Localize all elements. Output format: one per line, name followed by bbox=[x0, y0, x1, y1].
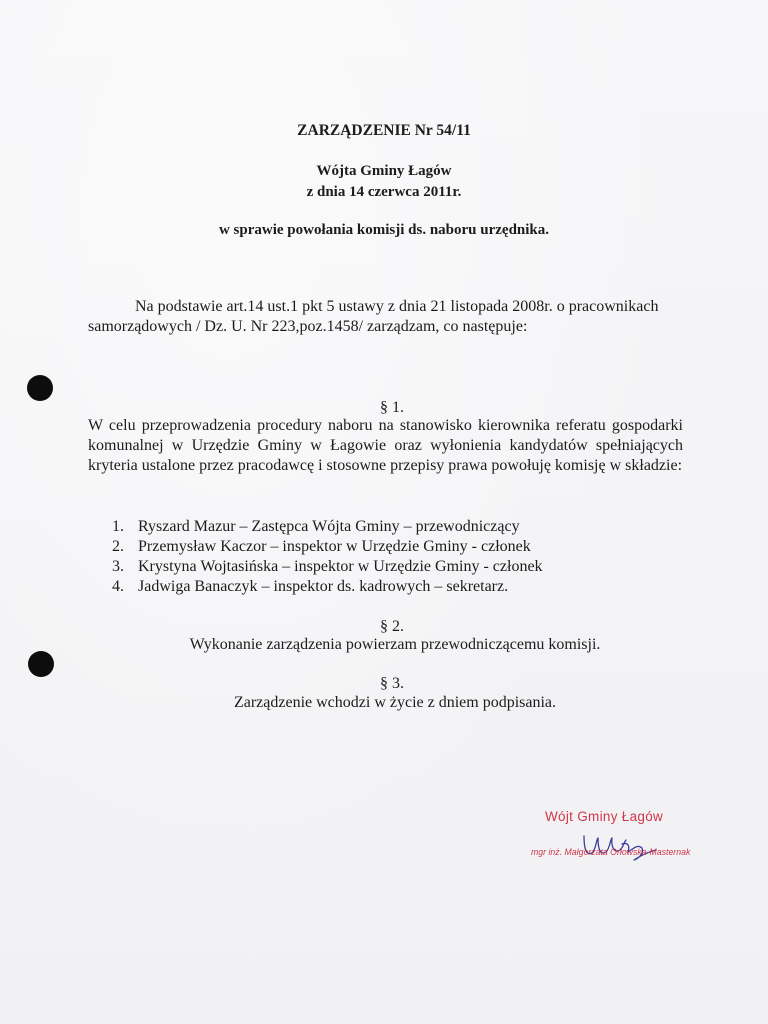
committee-member bbox=[112, 537, 543, 557]
section-3-mark: § 3. bbox=[380, 675, 404, 692]
member-text: Krystyna Wojtasińska – inspektor w Urzędzie Gminy - członek bbox=[138, 558, 543, 575]
member-number: 2. bbox=[112, 538, 124, 555]
section-2-text: Wykonanie zarządzenia powierzam przewodniczącemu komisji. bbox=[189, 636, 601, 653]
section-1-text: W celu przeprowadzenia procedury naboru na stanowisko kierownika referatu gospodarki komunalnej w Urzędzie Gminy w Łagowie oraz wyłonienia kandydatów spełniających kryteria ustalone przez pracodawcę i stosowne przepisy prawa powołuję komisję w składzie: bbox=[88, 417, 683, 474]
signature-image bbox=[578, 826, 658, 866]
punch-hole bbox=[28, 651, 54, 677]
document-subject: w sprawie powołania komisji ds. naboru urzędnika. bbox=[218, 222, 550, 238]
punch-hole bbox=[27, 375, 53, 401]
committee-member bbox=[112, 517, 543, 537]
member-number: 1. bbox=[112, 518, 124, 535]
member-text: Ryszard Mazur – Zastępca Wójta Gminy – przewodniczący bbox=[138, 518, 520, 535]
stamp-name: mgr inż. Małgorzata Orłowska-Masternak bbox=[531, 847, 691, 858]
stamp-title: Wójt Gminy Łagów bbox=[545, 809, 664, 824]
section-2-mark: § 2. bbox=[380, 618, 404, 635]
committee-member bbox=[112, 557, 543, 577]
committee-member-list bbox=[112, 517, 543, 597]
document-title: ZARZĄDZENIE Nr 54/11 bbox=[297, 122, 471, 139]
committee-member bbox=[112, 577, 543, 597]
intro-paragraph: Na podstawie art.14 ust.1 pkt 5 ustawy z dnia 21 listopada 2008r. o pracownikach samorządowych / Dz. U. Nr 223,poz.1458/ zarządzam, co następuje: bbox=[88, 298, 659, 335]
section-1-mark: § 1. bbox=[380, 399, 404, 416]
document-date: z dnia 14 czerwca 2011r. bbox=[306, 184, 462, 200]
member-text: Przemysław Kaczor – inspektor w Urzędzie Gminy - członek bbox=[138, 538, 531, 555]
document-issuer: Wójta Gminy Łagów bbox=[316, 163, 452, 179]
section-3-text: Zarządzenie wchodzi w życie z dniem podpisania. bbox=[233, 694, 557, 711]
member-text: Jadwiga Banaczyk – inspektor ds. kadrowych – sekretarz. bbox=[138, 578, 509, 595]
member-number: 3. bbox=[112, 558, 124, 575]
member-number: 4. bbox=[112, 578, 124, 595]
